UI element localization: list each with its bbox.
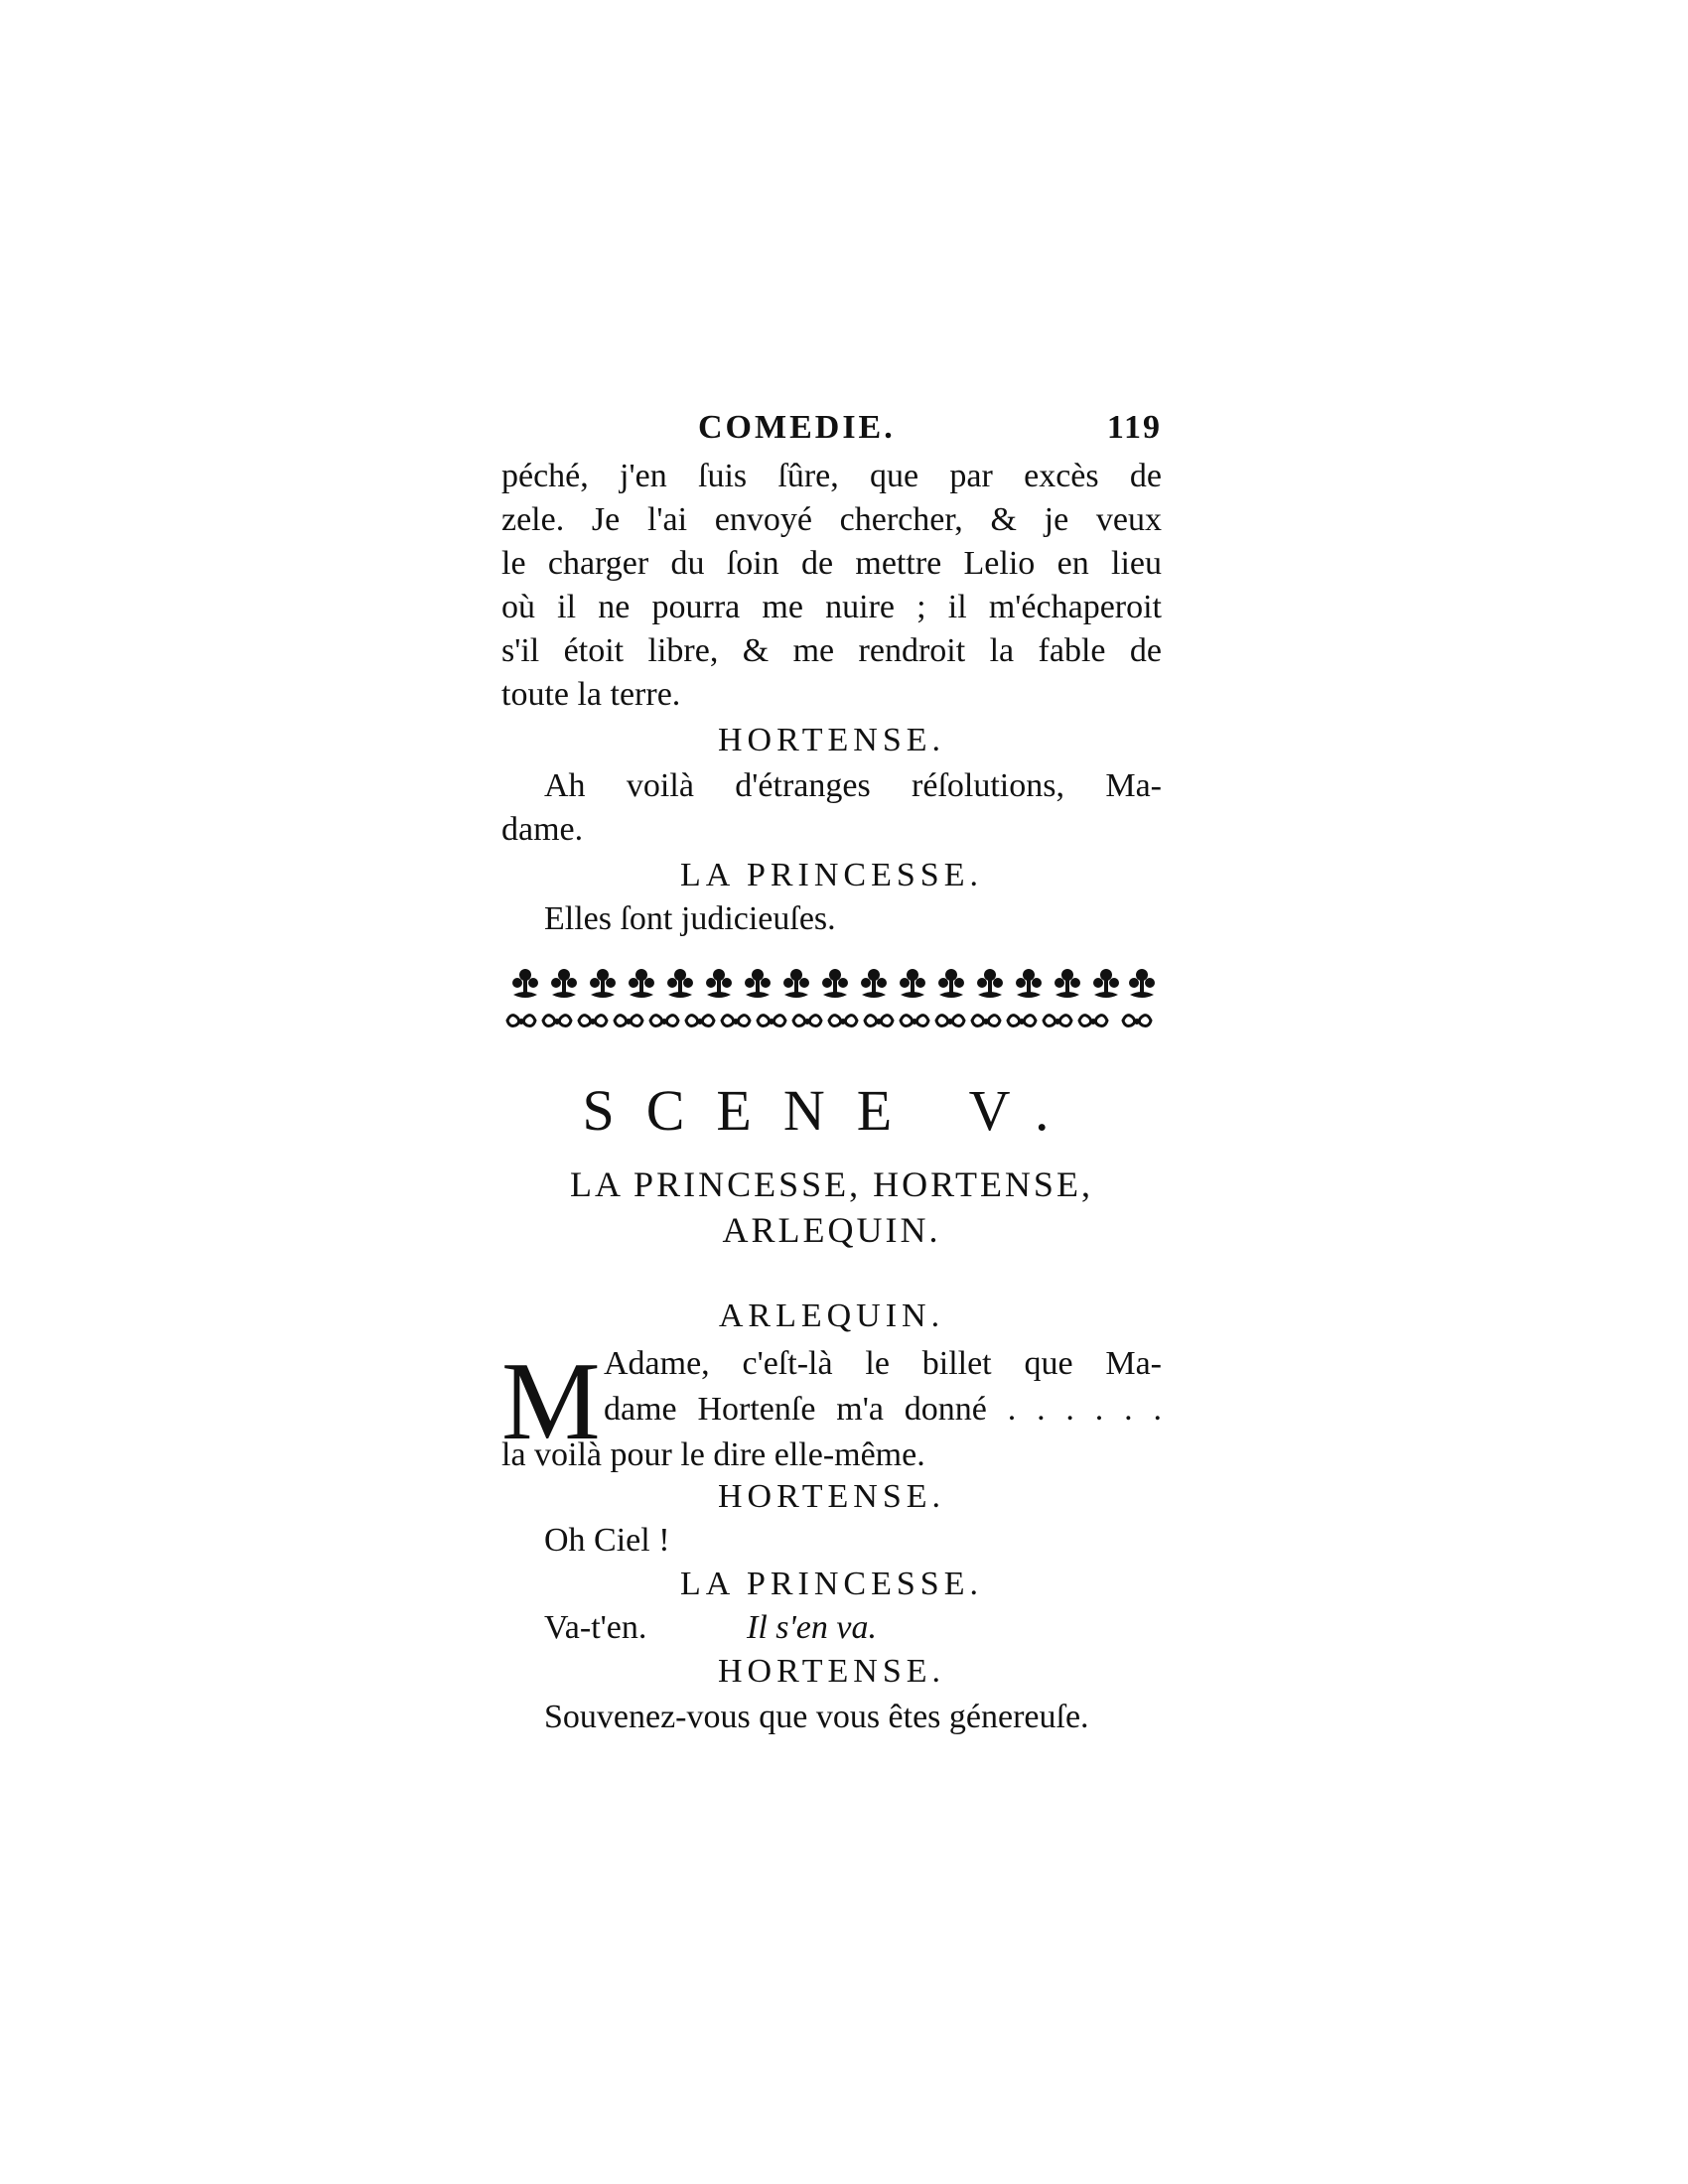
- speech-line: Ah voilà d'étranges réſolutions, Ma-: [544, 767, 1162, 804]
- page-number: 119: [1106, 409, 1162, 446]
- scene-title: SCENE V.: [582, 1078, 1081, 1143]
- running-head-title: COMEDIE.: [698, 409, 896, 446]
- scene-characters: LA PRINCESSE, HORTENSE,: [570, 1164, 1093, 1204]
- speech-line: s'il étoit libre, & me rendroit la fable de: [501, 632, 1162, 669]
- speech-line: toute la terre.: [501, 676, 681, 713]
- scene-characters: ARLEQUIN.: [722, 1210, 941, 1250]
- speech-line: Va-t'en.: [544, 1609, 647, 1646]
- speech-line: Oh Ciel !: [544, 1522, 670, 1559]
- speech-line: où il ne pourra me nuire ; il m'échaperoit: [501, 589, 1162, 625]
- speech-line: Adame, c'eſt-là le billet que Ma-: [604, 1345, 1162, 1382]
- speech-line: la voilà pour le dire elle-même.: [501, 1436, 925, 1473]
- drop-cap: M: [501, 1340, 601, 1463]
- fleuron-ornament-band: [501, 961, 1162, 1032]
- running-head: [501, 409, 1162, 459]
- speech-line: le charger du ſoin de mettre Lelio en lieu: [501, 545, 1162, 582]
- speaker-name: HORTENSE.: [717, 1653, 945, 1690]
- speaker-name: HORTENSE.: [717, 722, 945, 758]
- stage-direction: Il s'en va.: [747, 1609, 877, 1646]
- speech-line: dame.: [501, 811, 584, 848]
- speech-line: Souvenez-vous que vous êtes génereuſe.: [544, 1699, 1089, 1735]
- speech-line: péché, j'en ſuis ſûre, que par excès de: [501, 458, 1162, 494]
- speaker-name: LA PRINCESSE.: [680, 1566, 983, 1602]
- speaker-name: HORTENSE.: [717, 1478, 945, 1515]
- speaker-name: ARLEQUIN.: [718, 1297, 945, 1334]
- speaker-name: LA PRINCESSE.: [680, 857, 983, 893]
- speech-line: zele. Je l'ai envoyé chercher, & je veux: [501, 501, 1162, 538]
- speech-line: dame Hortenſe m'a donné . . . . . .: [604, 1391, 1162, 1428]
- speech-line: Elles ſont judicieuſes.: [544, 900, 836, 937]
